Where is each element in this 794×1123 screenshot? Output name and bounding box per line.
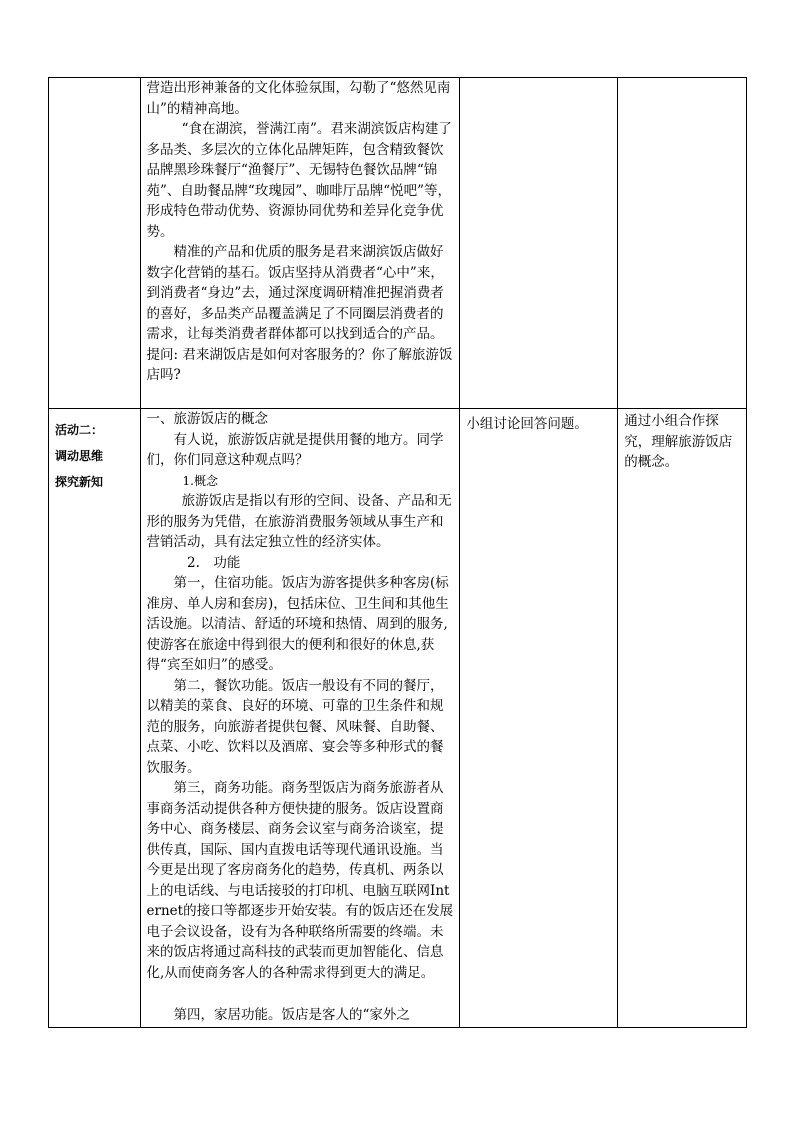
subheading: 1.概念 xyxy=(182,473,218,488)
activity-cell-empty xyxy=(49,78,141,409)
activity-label-line: 活动二： xyxy=(55,423,104,437)
table-row xyxy=(49,409,747,1028)
paragraph: 第一，住宿功能。饭店为游客提供多种客房(标准房、单人房和套房)，包括床位、卫生间和其他生活设施。以清洁、舒适的环境和热情、周到的服务,使游客在旅途中得到很大的便利和很好的休息,获得“宾至如归”的感受。 xyxy=(146,575,449,673)
activity-label-line: 探究新知 xyxy=(55,475,104,489)
student-activity-cell xyxy=(460,409,618,1028)
paragraph: 第四，家居功能。饭店是客人的“家外之 xyxy=(173,1007,410,1023)
activity-label-line: 调动思维 xyxy=(55,449,104,463)
paragraph: 营造出形神兼备的文化体验氛围，勾勒了“悠然见南山”的精神高地。 xyxy=(146,80,451,117)
student-activity-cell-empty xyxy=(460,78,618,409)
paragraph: 第二，餐饮功能。饭店一般设有不同的餐厅，以精美的菜食、良好的环境、可靠的卫生条件和规范的服务，向旅游者提供包餐、风味餐、自助餐、点菜、小吃、饮料以及酒席、宴会等多种形式的餐饮服务。 xyxy=(146,677,444,776)
lesson-plan-table xyxy=(48,77,747,1028)
paragraph: 第三，商务功能。商务型饭店为商务旅游者从事商务活动提供各种方便快捷的服务。饭店设置商务中心、商务楼层、商务会议室与商务洽谈室，提供传真，国际、国内直拨电话等现代通讯设施。当今更是出现了客房商务化的趋势，传真机、两条以上的电话线、与电话接驳的打印机、电脑互联网Internet的接口等都逐步开始安装。有的饭店还在发展电子会议设备，设有为各种联络所需要的终端。未来的饭店将通过高科技的武装而更加智能化、信息化,从而使商务客人的各种需求得到更大的满足。 xyxy=(146,780,454,981)
subheading: 2. 功能 xyxy=(187,554,241,571)
purpose-cell-empty xyxy=(618,78,747,409)
paragraph: 精准的产品和优质的服务是君来湖滨饭店做好数字化营销的基石。饭店坚持从消费者“心中”来，到消费者“身边”去，通过深度调研精准把握消费者的喜好，多品类产品覆盖满足了不同圈层消费者的需求，让每类消费者群体都可以找到适合的产品。 xyxy=(146,244,444,342)
paragraph: 旅游饭店是指以有形的空间、设备、产品和无形的服务为凭借，在旅游消费服务领域从事生产和营销活动，具有法定独立性的经济实体。 xyxy=(146,493,452,550)
teacher-activity-cell xyxy=(140,409,460,1028)
teacher-activity-cell xyxy=(140,78,460,409)
purpose-text: 通过小组合作探究，理解旅游饭店的概念。 xyxy=(624,413,733,470)
question-text: 提问: 君来湖饭店是如何对客服务的？你了解旅游饭店吗? xyxy=(146,346,453,383)
paragraph: 有人说，旅游饭店就是提供用餐的地方。同学们，你们同意这种观点吗？ xyxy=(146,431,444,468)
table-row xyxy=(49,78,747,409)
purpose-cell xyxy=(618,409,747,1028)
paragraph: “食在湖滨，誉满江南”。君来湖滨饭店构建了多品类、多层次的立体化品牌矩阵，包含精致餐饮品牌黑珍珠餐厅“渔餐厅”、无锡特色餐饮品牌“锦苑”、自助餐品牌“玫瑰园”、咖啡厅品牌“悦吧”等，形成特色带动优势、资源协同优势和差异化竞争优势。 xyxy=(146,121,452,240)
section-heading: 一、旅游饭店的概念 xyxy=(146,411,269,427)
student-activity-text: 小组讨论回答问题。 xyxy=(466,416,588,432)
activity-label-cell xyxy=(49,409,141,1028)
